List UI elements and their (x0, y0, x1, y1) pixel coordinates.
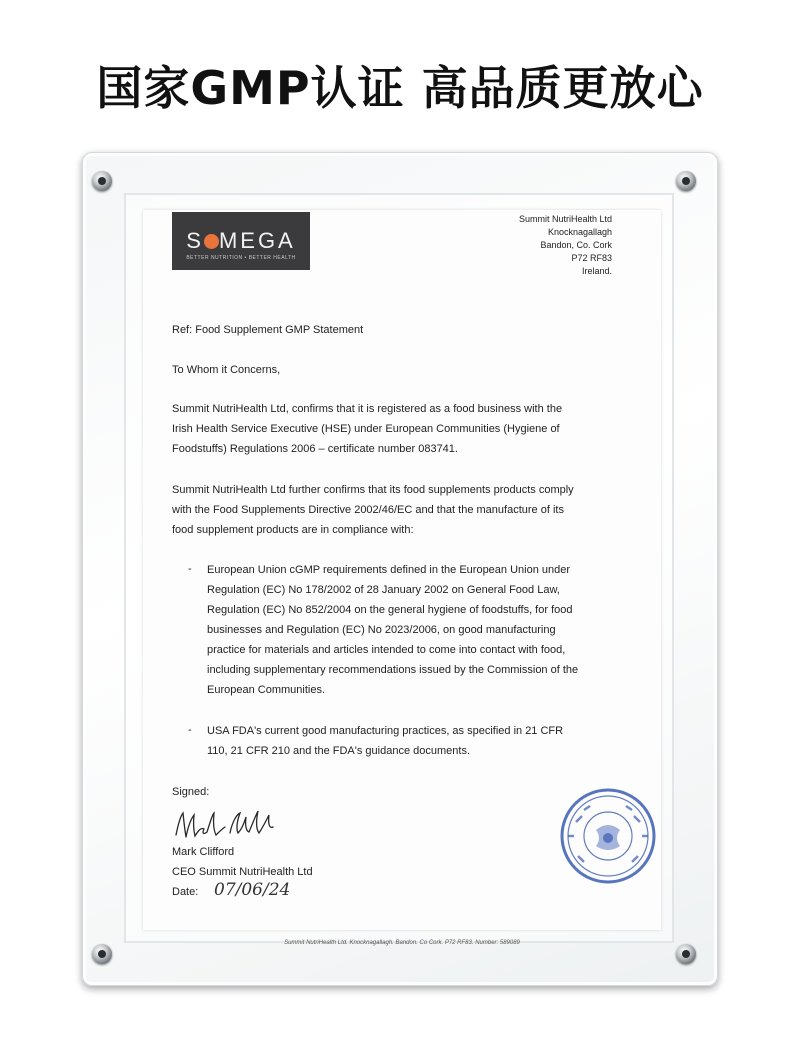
address-line: Knocknagallagh (547, 227, 612, 237)
logo-wordmark: S MEGA (186, 228, 296, 253)
paragraph-compliance: Summit NutriHealth Ltd further confirms that its food supplements products comply with the Food Supplements Directive 2002/46/EC and that the manufacture of its food supplement products are in compliance with: (172, 484, 574, 536)
date-label: Date: (172, 886, 199, 898)
screw-icon (92, 944, 112, 964)
reference-line: Ref: Food Supplement GMP Statement (172, 324, 364, 336)
address-line: P72 RF83 (571, 253, 612, 263)
paragraph-registration: Summit NutriHealth Ltd, confirms that it is registered as a food business with the Irish Health Service Executive (HSE) under European Communities (Hygiene of Foodstuffs) Regulations 2006 – certificate number 083741. (172, 403, 563, 455)
signer-title: CEO Summit NutriHealth Ltd (172, 866, 313, 878)
screw-icon (676, 944, 696, 964)
salutation: To Whom it Concerns, (172, 364, 281, 376)
address-line: Ireland. (581, 266, 612, 276)
certificate-footer: Summit NutriHealth Ltd. Knocknagallagh. Bandon. Co Cork. P72 RF83. Number: 589089 (284, 940, 520, 946)
signer-name: Mark Clifford (172, 846, 235, 858)
bullet-eu-cgmp: European Union cGMP requirements defined in the European Union under Regulation (EC) No 178/2002 of 28 January 2002 on General Food Law, Regulation (EC) No 852/2004 on the general hygiene of foodstuffs, for food businesses and Regulation (EC) No 2023/2006, on good manufacturing practice for materials and articles intended to come into contact with food, including supplementary recommendations issued by the Commission of the European Communities. (207, 564, 579, 696)
handwritten-date: 07/06/24 (214, 880, 291, 900)
logo-tagline: BETTER NUTRITION • BETTER HEALTH (186, 255, 296, 261)
bullet-dash: - (188, 724, 192, 736)
address-line: Bandon, Co. Cork (540, 240, 612, 250)
logo-dot-icon (204, 234, 219, 249)
company-logo (172, 212, 310, 270)
page-headline: 国家GMP认证 高品质更放心 (96, 61, 704, 115)
screw-icon (676, 171, 696, 191)
address-line: Summit NutriHealth Ltd (518, 214, 612, 224)
company-address (519, 213, 612, 278)
company-seal-stamp-icon (558, 786, 658, 886)
signature-image (170, 805, 290, 845)
bullet-usa-fda: USA FDA's current good manufacturing practices, as specified in 21 CFR 110, 21 CFR 210 and the FDA's guidance documents. (207, 725, 564, 757)
screw-icon (92, 171, 112, 191)
signed-label: Signed: (172, 786, 210, 798)
bullet-dash: - (188, 563, 192, 575)
